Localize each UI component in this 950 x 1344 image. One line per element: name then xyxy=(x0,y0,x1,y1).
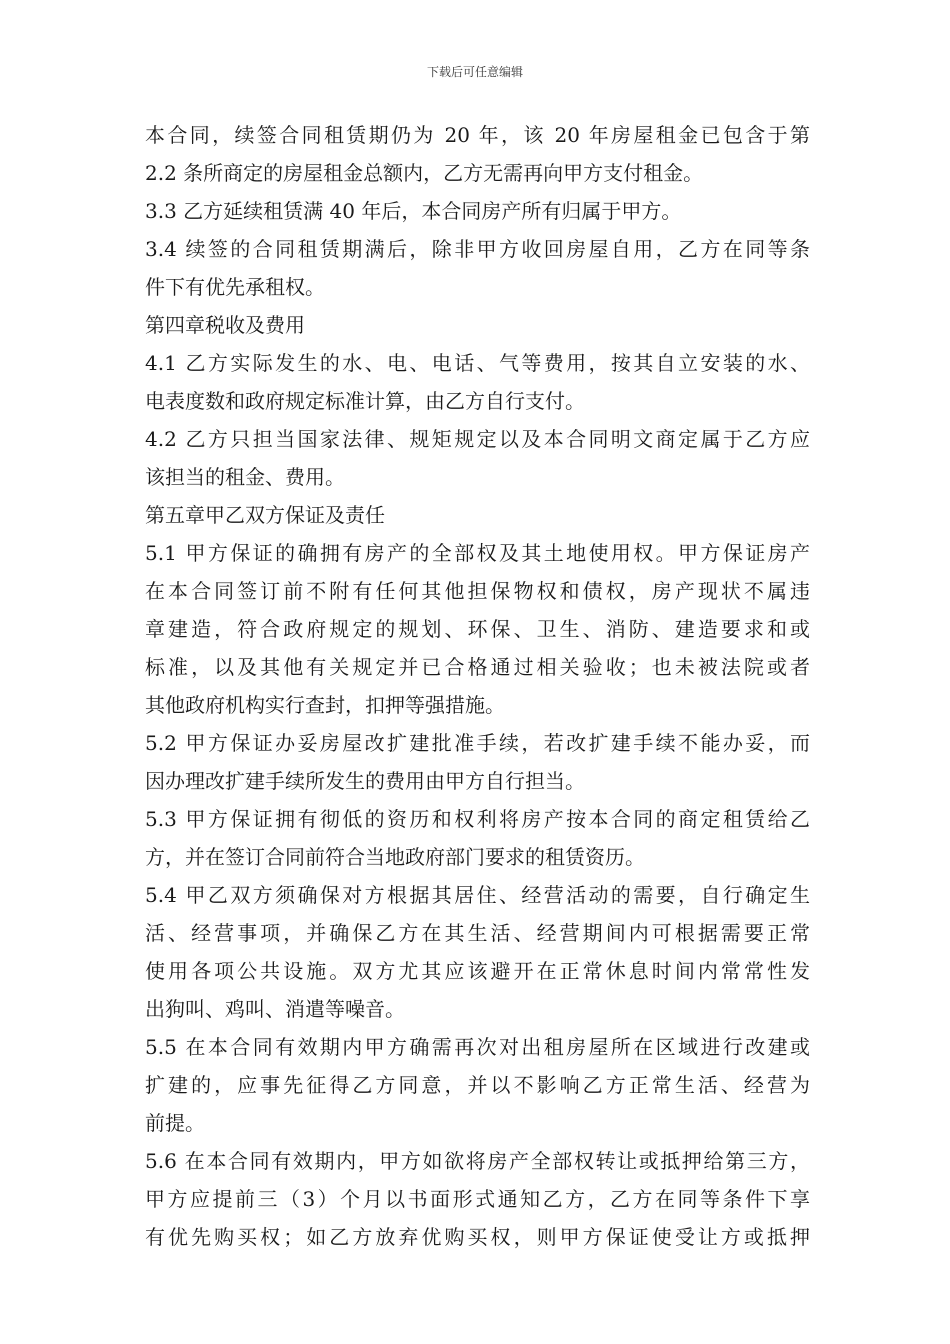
paragraph-line: 4.1 乙方实际发生的水、电、电话、气等费用，按其自立安装的水、 xyxy=(145,351,810,375)
paragraph-line: 其他政府机构实行查封，扣押等强措施。 xyxy=(145,693,505,717)
paragraph-line: 因办理改扩建手续所发生的费用由甲方自行担当。 xyxy=(145,769,585,793)
paragraph-line: 章建造，符合政府规定的规划、环保、卫生、消防、建造要求和或 xyxy=(145,617,810,641)
paragraph-line: 标准，以及其他有关规定并已合格通过相关验收；也未被法院或者 xyxy=(145,655,810,679)
paragraph-line: 5.6 在本合同有效期内，甲方如欲将房产全部权转让或抵押给第三方， xyxy=(145,1149,810,1173)
paragraph-line: 第四章税收及费用 xyxy=(145,313,305,337)
paragraph-line: 5.4 甲乙双方须确保对方根据其居住、经营活动的需要，自行确定生 xyxy=(145,883,810,907)
paragraph-line: 5.3 甲方保证拥有彻低的资历和权利将房产按本合同的商定租赁给乙 xyxy=(145,807,810,831)
paragraph-line: 出狗叫、鸡叫、消遣等噪音。 xyxy=(145,997,405,1021)
paragraph-line: 4.2 乙方只担当国家法律、规矩规定以及本合同明文商定属于乙方应 xyxy=(145,427,810,451)
paragraph-line: 5.1 甲方保证的确拥有房产的全部权及其土地使用权。甲方保证房产 xyxy=(145,541,810,565)
paragraph-line: 在本合同签订前不附有任何其他担保物权和债权，房产现状不属违 xyxy=(145,579,810,603)
paragraph-line: 件下有优先承租权。 xyxy=(145,275,325,299)
paragraph-line: 活、经营事项，并确保乙方在其生活、经营期间内可根据需要正常 xyxy=(145,921,810,945)
paragraph-line: 5.2 甲方保证办妥房屋改扩建批准手续，若改扩建手续不能办妥，而 xyxy=(145,731,810,755)
paragraph-line: 本合同，续签合同租赁期仍为 20 年，该 20 年房屋租金已包含于第 xyxy=(145,123,810,147)
document-body xyxy=(145,116,810,1256)
paragraph-line: 使用各项公共设施。双方尤其应该避开在正常休息时间内常常性发 xyxy=(145,959,810,983)
paragraph-line: 3.3 乙方延续租赁满 40 年后，本合同房产所有归属于甲方。 xyxy=(145,199,682,223)
paragraph-line: 3.4 续签的合同租赁期满后，除非甲方收回房屋自用，乙方在同等条 xyxy=(145,237,810,261)
paragraph-line: 电表度数和政府规定标准计算，由乙方自行支付。 xyxy=(145,389,585,413)
paragraph-line: 第五章甲乙双方保证及责任 xyxy=(145,503,385,527)
paragraph-line: 甲方应提前三（3）个月以书面形式通知乙方，乙方在同等条件下享 xyxy=(145,1187,810,1211)
paragraph-line: 前提。 xyxy=(145,1111,205,1135)
paragraph-line: 5.5 在本合同有效期内甲方确需再次对出租房屋所在区域进行改建或 xyxy=(145,1035,810,1059)
paragraph-line: 2.2 条所商定的房屋租金总额内，乙方无需再向甲方支付租金。 xyxy=(145,161,704,185)
page-header: 下载后可任意编辑 xyxy=(426,65,523,79)
paragraph-line: 该担当的租金、费用。 xyxy=(145,465,345,489)
paragraph-line: 方，并在签订合同前符合当地政府部门要求的租赁资历。 xyxy=(145,845,645,869)
paragraph-line: 扩建的，应事先征得乙方同意，并以不影响乙方正常生活、经营为 xyxy=(145,1073,810,1097)
paragraph-line: 有优先购买权；如乙方放弃优购买权，则甲方保证使受让方或抵押 xyxy=(145,1225,810,1249)
